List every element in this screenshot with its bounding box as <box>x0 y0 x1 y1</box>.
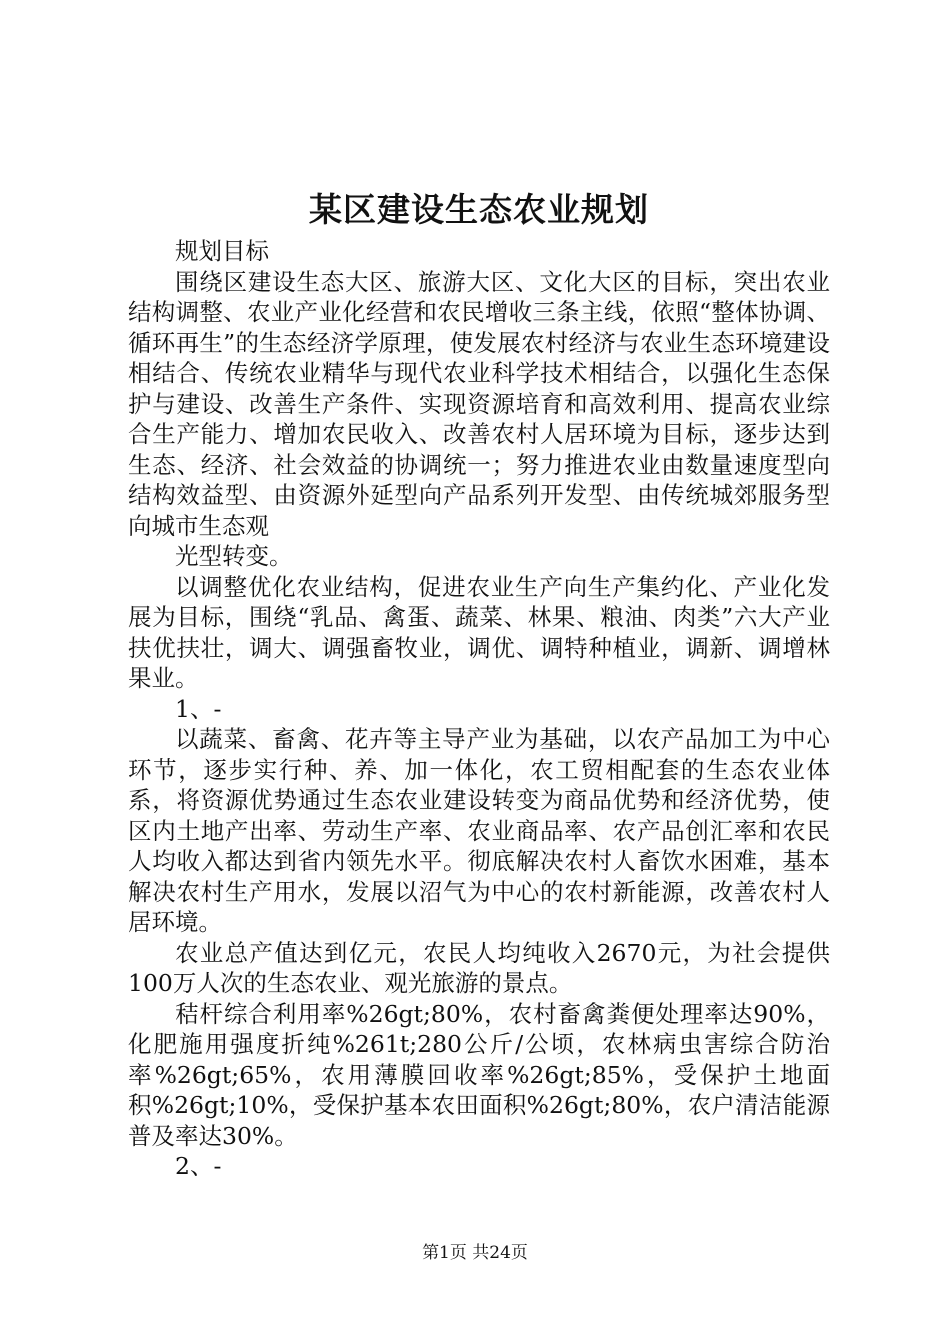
document-page <box>128 0 830 1344</box>
section-number-1: 1、- <box>175 694 222 723</box>
document-title: 某区建设生态农业规划 <box>309 190 649 229</box>
paragraph-heading-goal: 规划目标 <box>175 237 269 265</box>
paragraph-output: 农业总产值达到亿元，农民人均纯收入2670元，为社会提供100万人次的生态农业、观光旅游的景点。 <box>128 938 830 997</box>
paragraph-structure: 以调整优化农业结构，促进农业生产向生产集约化、产业化发展为目标，围绕“乳品、禽蛋、蔬菜、林果、粮油、肉类”六大产业扶优扶壮，调大、调强畜牧业，调优、调特种植业，调新、调增林果业。 <box>128 572 830 692</box>
paragraph-indicators: 秸杆综合利用率%26gt;80%，农村畜禽粪便处理率达90%，化肥施用强度折纯%261t;280公斤/公顷，农林病虫害综合防治率%26gt;65%，农用薄膜回收率%26gt;85%，受保护土地面积%26gt;10%，受保护基本农田面积%26gt;80%，农户清洁能源普及率达30%。 <box>128 999 830 1150</box>
paragraph-continuation: 光型转变。 <box>175 542 293 570</box>
paragraph-overview: 围绕区建设生态大区、旅游大区、文化大区的目标，突出农业结构调整、农业产业化经营和农民增收三条主线，依照“整体协调、循环再生”的生态经济学原理，使发展农村经济与农业生态环境建设相结合、传统农业精华与现代农业科学技术相结合，以强化生态保护与建设、改善生产条件、实现资源培育和高效利用、提高农业综合生产能力、增加农民收入、改善农村人居环境为目标，逐步达到生态、经济、社会效益的协调统一；努力推进农业由数量速度型向结构效益型、由资源外延型向产品系列开发型、由传统城郊服务型向城市生态观 <box>128 267 830 540</box>
document-body <box>128 236 830 1182</box>
section-number-2: 2、- <box>175 1152 222 1180</box>
page-footer: 第1页 共24页 <box>422 1243 528 1263</box>
paragraph-system: 以蔬菜、畜禽、花卉等主导产业为基础，以农产品加工为中心环节，逐步实行种、养、加一体化，农工贸相配套的生态农业体系，将资源优势通过生态农业建设转变为商品优势和经济优势，使区内土地产出率、劳动生产率、农业商品率、农产品创汇率和农民人均收入都达到省内领先水平。彻底解决农村人畜饮水困难，基本解决农村生产用水，发展以沼气为中心的农村新能源，改善农村人居环境。 <box>128 725 830 936</box>
